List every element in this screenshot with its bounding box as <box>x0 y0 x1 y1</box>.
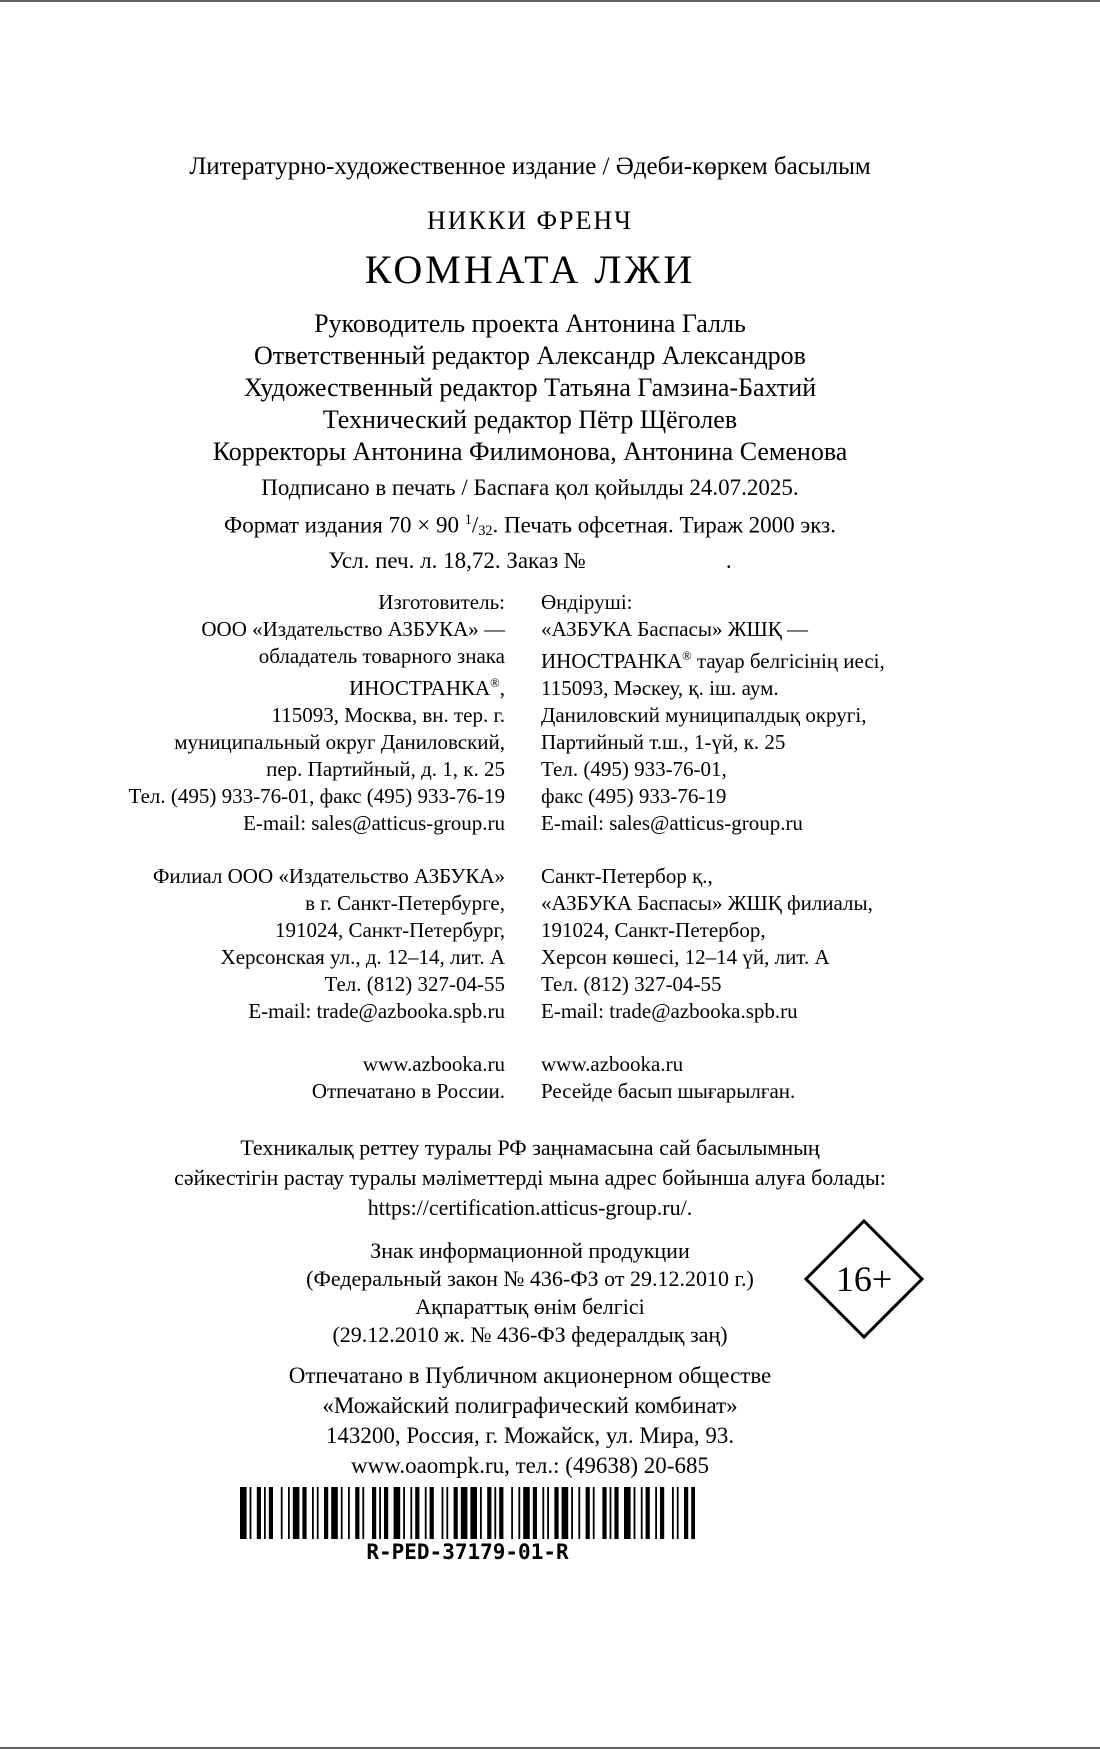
address-line: 191024, Санкт-Петербург, <box>274 917 505 942</box>
signed-to-print-line: Подписано в печать / Баспаға қол қойылды 24.07.2025. <box>261 475 799 500</box>
website-line: www.azbooka.ru <box>541 1051 684 1076</box>
address-line: E-mail: trade@azbooka.spb.ru <box>248 998 505 1023</box>
publisher-column-russian <box>80 589 505 1105</box>
address-line: Тел. (812) 327-04-55 <box>324 971 505 996</box>
order-prefix: Усл. печ. л. 18,72. Заказ № <box>328 547 586 573</box>
printer-line: Отпечатано в Публичном акционерном обществе <box>288 1362 772 1388</box>
book-title: КОМНАТА ЛЖИ <box>364 247 696 292</box>
address-line: 115093, Москва, вн. тер. г. <box>271 702 505 727</box>
credit-line: Технический редактор Пётр Щёголев <box>322 405 738 434</box>
registered-trademark-sign: ® <box>490 675 500 690</box>
publisher-column-kazakh <box>541 589 980 1105</box>
address-line: Изготовитель: <box>378 589 505 614</box>
address-line: муниципальный округ Даниловский, <box>174 729 505 754</box>
address-line: ИНОСТРАНКА®, <box>349 675 505 700</box>
address-line: E-mail: sales@atticus-group.ru <box>541 810 803 835</box>
address-line: E-mail: trade@azbooka.spb.ru <box>541 998 798 1023</box>
credit-line: Художественный редактор Татьяна Гамзина-Бахтий <box>243 373 817 402</box>
publisher-columns <box>80 589 980 1105</box>
credit-line: Корректоры Антонина Филимонова, Антонина Семенова <box>212 437 848 466</box>
printer-line: 143200, Россия, г. Можайск, ул. Мира, 93. <box>325 1422 735 1448</box>
info-sign-line: Знак информационной продукции <box>370 1237 690 1263</box>
website-block-kz <box>541 1051 980 1105</box>
format-suffix: . Печать офсетная. Тираж 2000 экз. <box>492 512 836 538</box>
printer-line: «Можайский полиграфический комбинат» <box>322 1392 738 1418</box>
print-details-block <box>80 472 980 577</box>
format-fraction-denominator: 32 <box>478 522 493 539</box>
barcode-label: R-PED-37179-01-R <box>366 1539 569 1564</box>
address-line: обладатель товарного знака <box>258 643 505 668</box>
website-line: Ресейде басып шығарылған. <box>541 1078 796 1103</box>
format-fraction-numerator: 1 <box>464 512 472 528</box>
certification-block <box>80 1133 980 1223</box>
address-line: Даниловский муниципалдық округі, <box>541 702 867 727</box>
info-sign-line: Ақпараттық өнім белгісі <box>415 1293 645 1319</box>
address-line: ООО «Издательство АЗБУКА» — <box>201 616 505 641</box>
branch-block-kz <box>541 863 980 1025</box>
certification-line: Техникалық реттеу туралы РФ заңнамасына сай басылымның <box>240 1134 820 1160</box>
manufacturer-block-kz <box>541 589 980 837</box>
website-block-ru <box>80 1051 505 1105</box>
scan-edge-top <box>0 0 1100 2</box>
address-line: 115093, Мәскеу, қ. іш. аум. <box>541 675 779 700</box>
info-sign-line: (Федеральный закон № 436-ФЗ от 29.12.2010 г.) <box>306 1265 754 1291</box>
registered-trademark-sign: ® <box>682 648 692 663</box>
address-line: 191024, Санкт-Петербор, <box>541 917 766 942</box>
info-sign-line: (29.12.2010 ж. № 436-ФЗ федералдық заң) <box>332 1321 728 1347</box>
website-line: Отпечатано в России. <box>311 1078 505 1103</box>
address-line: Тел. (812) 327-04-55 <box>541 971 722 996</box>
address-line: Санкт-Петербор қ., <box>541 863 713 888</box>
manufacturer-block-ru <box>80 589 505 837</box>
credit-line: Ответственный редактор Александр Александров <box>254 341 806 370</box>
format-fraction-slash: / <box>471 512 479 538</box>
certification-line: сәйкестігін растау туралы мәліметтерді мына адрес бойынша алуға болады: <box>174 1164 886 1190</box>
address-line: Өндіруші: <box>541 589 633 614</box>
address-line: в г. Санкт-Петербурге, <box>305 890 505 915</box>
address-line: Партийный т.ш., 1-үй, к. 25 <box>541 729 786 754</box>
address-line: Херсон көшесі, 12–14 үй, лит. А <box>541 944 830 969</box>
age-rating-badge <box>803 1218 925 1340</box>
address-line: «АЗБУКА Баспасы» ЖШҚ — <box>541 616 808 641</box>
address-line: факс (495) 933-76-19 <box>541 783 727 808</box>
address-line: пер. Партийный, д. 1, к. 25 <box>266 756 505 781</box>
certification-line: https://certification.atticus-group.ru/. <box>367 1194 693 1220</box>
barcode <box>240 1487 695 1539</box>
format-line <box>80 504 980 545</box>
address-line: Филиал ООО «Издательство АЗБУКА» <box>152 863 505 888</box>
website-line: www.azbooka.ru <box>362 1051 505 1076</box>
address-line: ИНОСТРАНКА® тауар белгісінің иесі, <box>541 648 885 673</box>
address-line: Тел. (495) 933-76-01, <box>541 756 727 781</box>
credit-line: Руководитель проекта Антонина Галль <box>314 309 746 338</box>
age-rating-text: 16+ <box>835 1259 893 1299</box>
credits-block <box>80 308 980 468</box>
address-line: Тел. (495) 933-76-01, факс (495) 933-76-19 <box>128 783 505 808</box>
edition-type-line: Литературно-художественное издание / Әдеби-көркем басылым <box>189 153 871 180</box>
address-line: Херсонская ул., д. 12–14, лит. А <box>220 944 505 969</box>
barcode-section <box>240 1487 695 1564</box>
order-number-line <box>80 545 980 577</box>
author-name: НИККИ ФРЕНЧ <box>426 206 634 235</box>
printing-house-block <box>80 1361 980 1481</box>
address-line: E-mail: sales@atticus-group.ru <box>243 810 505 835</box>
order-suffix: . <box>725 547 732 573</box>
printer-line: www.oaompk.ru, тел.: (49638) 20-685 <box>351 1452 709 1478</box>
format-prefix: Формат издания 70 × 90 <box>224 512 465 538</box>
address-line: «АЗБУКА Баспасы» ЖШҚ филиалы, <box>541 890 873 915</box>
branch-block-ru <box>80 863 505 1025</box>
